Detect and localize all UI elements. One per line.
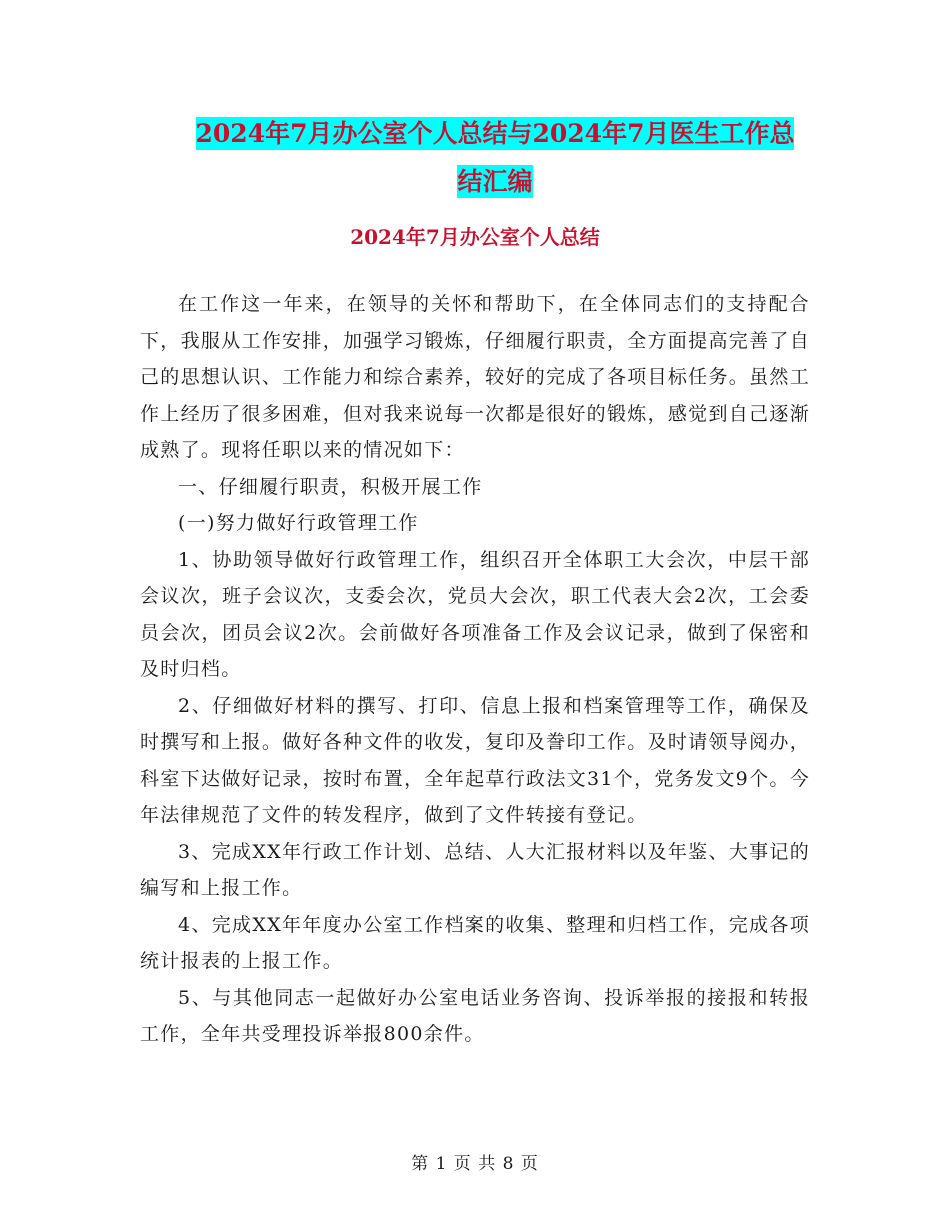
paragraph-heading-1: 一、仔细履行职责，积极开展工作	[178, 475, 483, 498]
page-footer	[0, 1152, 950, 1176]
paragraph-item-4: 4、完成XX年年度办公室工作档案的收集、整理和归档工作，完成各项统计报表的上报工作。	[140, 913, 810, 972]
document-body	[140, 286, 810, 1053]
paragraph-item-2: 2、仔细做好材料的撰写、打印、信息上报和档案管理等工作，确保及时撰写和上报。做好各种文件的收发，复印及誊印工作。及时请领导阅办，科室下达做好记录，按时布置，全年起草行政法文31个，党务发文9个。今年法律规范了文件的转发程序，做到了文件转接有登记。	[140, 694, 810, 826]
page-number-label: 第 1 页 共 8 页	[411, 1154, 539, 1174]
title-line-1: 2024年7月办公室个人总结与2024年7月医生工作总	[195, 119, 795, 148]
paragraph-item-3: 3、完成XX年行政工作计划、总结、人大汇报材料以及年鉴、大事记的编写和上报工作。	[140, 840, 810, 899]
paragraph-item-1: 1、协助领导做好行政管理工作，组织召开全体职工大会次，中层干部会议次，班子会议次，支委会次，党员大会次，职工代表大会2次，工会委员会次，团员会议2次。会前做好各项准备工作及会议记录，做到了保密和及时归档。	[140, 548, 810, 680]
title-line-2: 结汇编	[457, 167, 533, 196]
section-heading: 2024年7月办公室个人总结	[350, 225, 600, 249]
paragraph-intro: 在工作这一年来，在领导的关怀和帮助下，在全体同志们的支持配合下，我服从工作安排，加强学习锻炼，仔细履行职责，全方面提高完善了自己的思想认识、工作能力和综合素养，较好的完成了各项目标任务。虽然工作上经历了很多困难，但对我来说每一次都是很好的锻炼，感觉到自己逐渐成熟了。现将任职以来的情况如下：	[140, 293, 810, 461]
document-title	[140, 110, 850, 206]
paragraph-item-5: 5、与其他同志一起做好办公室电话业务咨询、投诉举报的接报和转报工作，全年共受理投诉举报800余件。	[140, 986, 810, 1045]
paragraph-subheading-1: (一)努力做好行政管理工作	[178, 512, 419, 534]
